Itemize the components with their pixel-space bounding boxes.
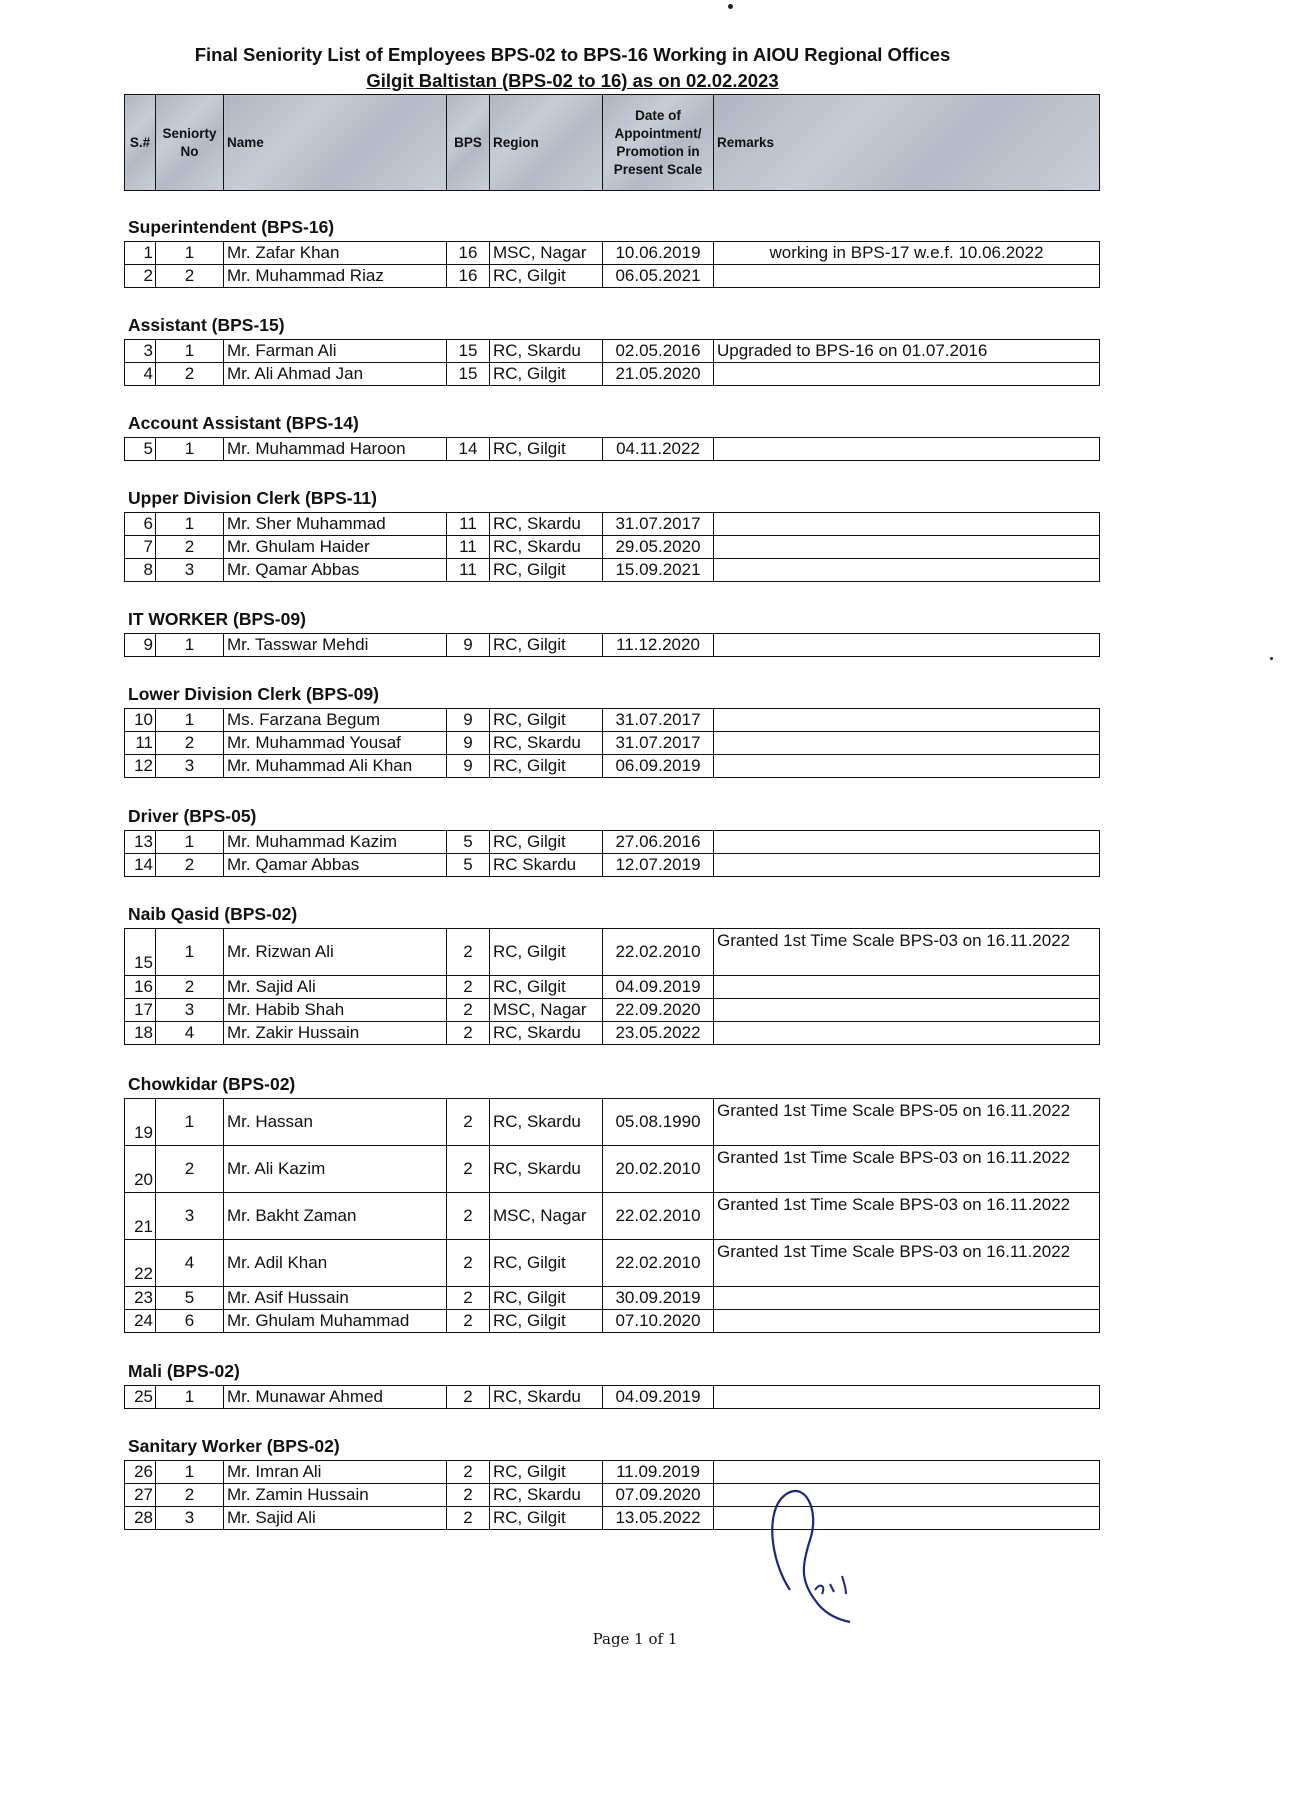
table-row: [125, 976, 1100, 999]
cell-sno: 11: [125, 732, 156, 755]
cell-name: Ms. Farzana Begum: [224, 709, 447, 732]
section-heading: Assistant (BPS-15): [128, 315, 285, 335]
cell-date: 07.09.2020: [603, 1484, 714, 1507]
cell-bps: 9: [447, 755, 490, 778]
table-row: [125, 1386, 1100, 1409]
cell-remarks: [714, 976, 1100, 999]
cell-sno: 18: [125, 1022, 156, 1045]
header-remarks: Remarks: [714, 95, 1100, 191]
cell-region: RC, Skardu: [490, 1146, 603, 1193]
cell-region: RC, Gilgit: [490, 831, 603, 854]
cell-date: 10.06.2019: [603, 242, 714, 265]
cell-bps: 16: [447, 265, 490, 288]
section-heading: IT WORKER (BPS-09): [128, 609, 306, 629]
cell-sno: 27: [125, 1484, 156, 1507]
cell-name: Mr. Ali Kazim: [224, 1146, 447, 1193]
scan-speck: [1270, 657, 1273, 660]
section-heading: Driver (BPS-05): [128, 806, 257, 826]
cell-seniority: 2: [156, 1146, 224, 1193]
cell-region: RC Skardu: [490, 854, 603, 877]
table-row: [125, 1484, 1100, 1507]
section-heading: Chowkidar (BPS-02): [128, 1074, 296, 1094]
cell-seniority: 3: [156, 1507, 224, 1530]
cell-sno: 21: [125, 1193, 156, 1240]
cell-seniority: 3: [156, 755, 224, 778]
cell-date: 31.07.2017: [603, 513, 714, 536]
cell-remarks: [714, 634, 1100, 657]
cell-date: 29.05.2020: [603, 536, 714, 559]
cell-remarks: [714, 438, 1100, 461]
cell-name: Mr. Muhammad Riaz: [224, 265, 447, 288]
cell-bps: 2: [447, 999, 490, 1022]
cell-bps: 9: [447, 634, 490, 657]
cell-sno: 10: [125, 709, 156, 732]
section-table: [124, 830, 1100, 877]
cell-remarks: [714, 265, 1100, 288]
cell-date: 02.05.2016: [603, 340, 714, 363]
cell-name: Mr. Sajid Ali: [224, 976, 447, 999]
cell-region: RC, Skardu: [490, 1386, 603, 1409]
cell-sno: 15: [125, 929, 156, 976]
cell-region: RC, Gilgit: [490, 265, 603, 288]
cell-date: 31.07.2017: [603, 732, 714, 755]
cell-remarks: [714, 363, 1100, 386]
cell-region: RC, Gilgit: [490, 1310, 603, 1333]
cell-name: Mr. Muhammad Yousaf: [224, 732, 447, 755]
section-heading: Mali (BPS-02): [128, 1361, 240, 1381]
table-row: [125, 536, 1100, 559]
cell-seniority: 2: [156, 854, 224, 877]
cell-region: MSC, Nagar: [490, 1193, 603, 1240]
cell-date: 06.09.2019: [603, 755, 714, 778]
cell-region: RC, Gilgit: [490, 976, 603, 999]
cell-bps: 9: [447, 709, 490, 732]
cell-sno: 13: [125, 831, 156, 854]
cell-date: 31.07.2017: [603, 709, 714, 732]
cell-sno: 20: [125, 1146, 156, 1193]
cell-date: 04.09.2019: [603, 976, 714, 999]
cell-name: Mr. Bakht Zaman: [224, 1193, 447, 1240]
section-table: [124, 928, 1100, 1045]
section-table: [124, 708, 1100, 778]
cell-name: Mr. Zamin Hussain: [224, 1484, 447, 1507]
cell-bps: 15: [447, 363, 490, 386]
table-row: [125, 340, 1100, 363]
cell-date: 13.05.2022: [603, 1507, 714, 1530]
cell-sno: 5: [125, 438, 156, 461]
cell-remarks: [714, 999, 1100, 1022]
cell-bps: 5: [447, 854, 490, 877]
section-table: [124, 512, 1100, 582]
cell-remarks: [714, 854, 1100, 877]
cell-name: Mr. Ali Ahmad Jan: [224, 363, 447, 386]
cell-seniority: 3: [156, 999, 224, 1022]
cell-sno: 16: [125, 976, 156, 999]
table-row: [125, 929, 1100, 976]
cell-name: Mr. Habib Shah: [224, 999, 447, 1022]
cell-region: RC, Gilgit: [490, 1287, 603, 1310]
table-row: [125, 999, 1100, 1022]
document-title: Final Seniority List of Employees BPS-02 to BPS-16 Working in AIOU Regional Offices: [194, 44, 951, 65]
cell-region: RC, Gilgit: [490, 634, 603, 657]
header-date: Date of Appointment/ Promotion in Present Scale: [603, 95, 714, 191]
page-number: Page 1 of 1: [592, 1630, 678, 1648]
cell-bps: 2: [447, 976, 490, 999]
cell-date: 04.09.2019: [603, 1386, 714, 1409]
section-table: [124, 437, 1100, 461]
cell-name: Mr. Qamar Abbas: [224, 854, 447, 877]
cell-sno: 25: [125, 1386, 156, 1409]
cell-remarks: [714, 513, 1100, 536]
cell-seniority: 2: [156, 363, 224, 386]
cell-sno: 14: [125, 854, 156, 877]
table-row: [125, 1099, 1100, 1146]
header-seniority: Seniorty No: [156, 95, 224, 191]
cell-bps: 2: [447, 1507, 490, 1530]
cell-date: 23.05.2022: [603, 1022, 714, 1045]
cell-seniority: 1: [156, 831, 224, 854]
table-row: [125, 1287, 1100, 1310]
section-heading: Sanitary Worker (BPS-02): [128, 1436, 340, 1456]
cell-date: 22.02.2010: [603, 929, 714, 976]
cell-seniority: 2: [156, 1484, 224, 1507]
cell-seniority: 2: [156, 976, 224, 999]
cell-sno: 6: [125, 513, 156, 536]
cell-seniority: 4: [156, 1240, 224, 1287]
header-bps: BPS: [447, 95, 490, 191]
cell-remarks: [714, 1386, 1100, 1409]
cell-region: RC, Gilgit: [490, 559, 603, 582]
cell-name: Mr. Sher Muhammad: [224, 513, 447, 536]
signature-icon: [760, 1470, 910, 1630]
cell-region: RC, Gilgit: [490, 363, 603, 386]
document-subtitle: Gilgit Baltistan (BPS-02 to 16) as on 02.02.2023: [366, 70, 779, 91]
cell-sno: 2: [125, 265, 156, 288]
cell-remarks: Granted 1st Time Scale BPS-03 on 16.11.2022: [714, 929, 1100, 976]
table-row: [125, 709, 1100, 732]
header-sno: S.#: [125, 95, 156, 191]
cell-region: RC, Skardu: [490, 1484, 603, 1507]
table-row: [125, 1507, 1100, 1530]
cell-sno: 3: [125, 340, 156, 363]
cell-region: RC, Gilgit: [490, 709, 603, 732]
cell-date: 11.12.2020: [603, 634, 714, 657]
table-row: [125, 438, 1100, 461]
cell-seniority: 2: [156, 265, 224, 288]
cell-name: Mr. Asif Hussain: [224, 1287, 447, 1310]
cell-region: RC, Gilgit: [490, 1240, 603, 1287]
section-heading: Account Assistant (BPS-14): [128, 413, 359, 433]
cell-bps: 2: [447, 1287, 490, 1310]
section-heading: Superintendent (BPS-16): [128, 217, 335, 237]
cell-date: 22.02.2010: [603, 1193, 714, 1240]
section-table: [124, 1460, 1100, 1530]
table-row: [125, 363, 1100, 386]
table-row: [125, 265, 1100, 288]
cell-region: RC, Skardu: [490, 536, 603, 559]
table-row: [125, 755, 1100, 778]
section-table: [124, 241, 1100, 288]
cell-name: Mr. Farman Ali: [224, 340, 447, 363]
cell-remarks: [714, 755, 1100, 778]
cell-sno: 22: [125, 1240, 156, 1287]
cell-remarks: [714, 1287, 1100, 1310]
header-name: Name: [224, 95, 447, 191]
table-row: [125, 513, 1100, 536]
cell-region: RC, Gilgit: [490, 438, 603, 461]
cell-name: Mr. Tasswar Mehdi: [224, 634, 447, 657]
cell-seniority: 1: [156, 709, 224, 732]
cell-name: Mr. Sajid Ali: [224, 1507, 447, 1530]
table-row: [125, 1022, 1100, 1045]
cell-name: Mr. Rizwan Ali: [224, 929, 447, 976]
cell-name: Mr. Zakir Hussain: [224, 1022, 447, 1045]
section-table: [124, 1098, 1100, 1333]
cell-region: RC, Gilgit: [490, 1507, 603, 1530]
scan-speck: [728, 4, 733, 9]
cell-seniority: 1: [156, 1386, 224, 1409]
cell-bps: 2: [447, 1386, 490, 1409]
cell-bps: 2: [447, 1022, 490, 1045]
cell-remarks: working in BPS-17 w.e.f. 10.06.2022: [714, 242, 1100, 265]
cell-seniority: 2: [156, 536, 224, 559]
table-row: [125, 1146, 1100, 1193]
cell-bps: 2: [447, 1193, 490, 1240]
cell-date: 07.10.2020: [603, 1310, 714, 1333]
cell-date: 12.07.2019: [603, 854, 714, 877]
cell-date: 15.09.2021: [603, 559, 714, 582]
cell-region: RC, Gilgit: [490, 1461, 603, 1484]
cell-sno: 23: [125, 1287, 156, 1310]
cell-sno: 9: [125, 634, 156, 657]
cell-name: Mr. Qamar Abbas: [224, 559, 447, 582]
section-heading: Upper Division Clerk (BPS-11): [128, 488, 377, 508]
cell-date: 11.09.2019: [603, 1461, 714, 1484]
cell-bps: 11: [447, 536, 490, 559]
cell-remarks: [714, 709, 1100, 732]
cell-seniority: 1: [156, 929, 224, 976]
cell-remarks: [714, 732, 1100, 755]
cell-seniority: 1: [156, 513, 224, 536]
cell-bps: 2: [447, 1240, 490, 1287]
header-region: Region: [490, 95, 603, 191]
table-row: [125, 1461, 1100, 1484]
cell-sno: 12: [125, 755, 156, 778]
cell-seniority: 3: [156, 1193, 224, 1240]
section-heading: Lower Division Clerk (BPS-09): [128, 684, 379, 704]
table-header: [124, 94, 1100, 191]
cell-seniority: 1: [156, 1461, 224, 1484]
section-heading: Naib Qasid (BPS-02): [128, 904, 298, 924]
cell-sno: 8: [125, 559, 156, 582]
cell-seniority: 5: [156, 1287, 224, 1310]
cell-name: Mr. Muhammad Haroon: [224, 438, 447, 461]
cell-remarks: [714, 559, 1100, 582]
cell-sno: 19: [125, 1099, 156, 1146]
cell-bps: 2: [447, 1099, 490, 1146]
cell-date: 05.08.1990: [603, 1099, 714, 1146]
cell-date: 22.09.2020: [603, 999, 714, 1022]
cell-remarks: [714, 831, 1100, 854]
cell-bps: 9: [447, 732, 490, 755]
cell-seniority: 1: [156, 634, 224, 657]
cell-region: RC, Gilgit: [490, 755, 603, 778]
cell-date: 06.05.2021: [603, 265, 714, 288]
cell-region: RC, Skardu: [490, 732, 603, 755]
cell-sno: 7: [125, 536, 156, 559]
cell-region: RC, Skardu: [490, 1022, 603, 1045]
cell-bps: 16: [447, 242, 490, 265]
cell-sno: 4: [125, 363, 156, 386]
cell-date: 27.06.2016: [603, 831, 714, 854]
cell-bps: 2: [447, 1484, 490, 1507]
cell-remarks: Granted 1st Time Scale BPS-03 on 16.11.2022: [714, 1193, 1100, 1240]
cell-name: Mr. Munawar Ahmed: [224, 1386, 447, 1409]
cell-name: Mr. Muhammad Kazim: [224, 831, 447, 854]
cell-name: Mr. Hassan: [224, 1099, 447, 1146]
cell-seniority: 4: [156, 1022, 224, 1045]
table-row: [125, 732, 1100, 755]
cell-bps: 15: [447, 340, 490, 363]
cell-date: 22.02.2010: [603, 1240, 714, 1287]
cell-region: RC, Skardu: [490, 513, 603, 536]
cell-seniority: 1: [156, 340, 224, 363]
cell-seniority: 1: [156, 438, 224, 461]
cell-name: Mr. Ghulam Muhammad: [224, 1310, 447, 1333]
cell-date: 04.11.2022: [603, 438, 714, 461]
cell-seniority: 1: [156, 242, 224, 265]
cell-name: Mr. Imran Ali: [224, 1461, 447, 1484]
cell-date: 20.02.2010: [603, 1146, 714, 1193]
cell-region: RC, Gilgit: [490, 929, 603, 976]
cell-seniority: 6: [156, 1310, 224, 1333]
cell-region: RC, Skardu: [490, 340, 603, 363]
cell-bps: 11: [447, 559, 490, 582]
table-row: [125, 559, 1100, 582]
table-row: [125, 1193, 1100, 1240]
cell-bps: 2: [447, 929, 490, 976]
cell-remarks: Upgraded to BPS-16 on 01.07.2016: [714, 340, 1100, 363]
table-row: [125, 854, 1100, 877]
cell-remarks: [714, 1022, 1100, 1045]
cell-remarks: Granted 1st Time Scale BPS-05 on 16.11.2022: [714, 1099, 1100, 1146]
table-row: [125, 1310, 1100, 1333]
table-row: [125, 1240, 1100, 1287]
cell-remarks: [714, 1310, 1100, 1333]
cell-sno: 28: [125, 1507, 156, 1530]
cell-bps: 11: [447, 513, 490, 536]
cell-date: 30.09.2019: [603, 1287, 714, 1310]
cell-region: RC, Skardu: [490, 1099, 603, 1146]
cell-bps: 2: [447, 1310, 490, 1333]
cell-sno: 17: [125, 999, 156, 1022]
cell-bps: 2: [447, 1461, 490, 1484]
cell-sno: 26: [125, 1461, 156, 1484]
cell-bps: 2: [447, 1146, 490, 1193]
section-table: [124, 1385, 1100, 1409]
cell-seniority: 2: [156, 732, 224, 755]
table-row: [125, 242, 1100, 265]
cell-bps: 14: [447, 438, 490, 461]
section-table: [124, 339, 1100, 386]
cell-remarks: Granted 1st Time Scale BPS-03 on 16.11.2022: [714, 1240, 1100, 1287]
cell-remarks: [714, 536, 1100, 559]
cell-name: Mr. Zafar Khan: [224, 242, 447, 265]
cell-seniority: 1: [156, 1099, 224, 1146]
cell-region: MSC, Nagar: [490, 999, 603, 1022]
section-table: [124, 633, 1100, 657]
cell-remarks: Granted 1st Time Scale BPS-03 on 16.11.2022: [714, 1146, 1100, 1193]
cell-bps: 5: [447, 831, 490, 854]
cell-date: 21.05.2020: [603, 363, 714, 386]
cell-name: Mr. Adil Khan: [224, 1240, 447, 1287]
cell-name: Mr. Muhammad Ali Khan: [224, 755, 447, 778]
table-row: [125, 831, 1100, 854]
cell-seniority: 3: [156, 559, 224, 582]
cell-region: MSC, Nagar: [490, 242, 603, 265]
cell-sno: 1: [125, 242, 156, 265]
cell-name: Mr. Ghulam Haider: [224, 536, 447, 559]
cell-sno: 24: [125, 1310, 156, 1333]
table-row: [125, 634, 1100, 657]
